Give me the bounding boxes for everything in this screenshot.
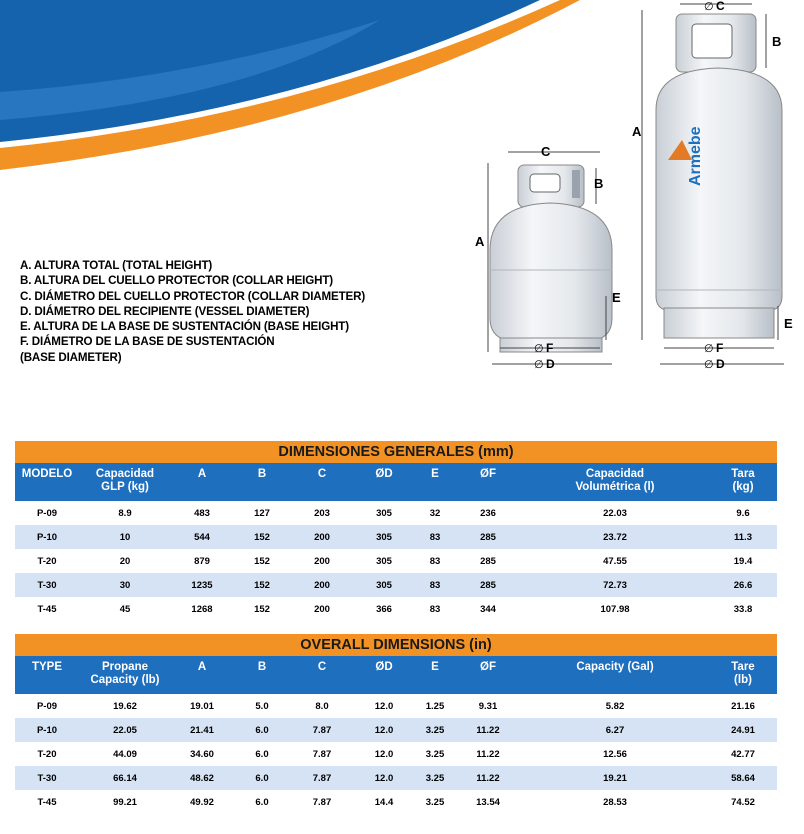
diameter-symbol-f-small: ∅ xyxy=(534,342,544,355)
cell-a: 19.01 xyxy=(190,700,214,712)
cell-b: 152 xyxy=(254,603,270,615)
table-title: DIMENSIONES GENERALES (mm) xyxy=(15,441,777,463)
table-header-row xyxy=(15,656,777,694)
header-e: E xyxy=(431,661,439,673)
dimension-legend xyxy=(20,258,365,365)
cell-tare: 9.6 xyxy=(736,507,750,519)
cell-e: 83 xyxy=(429,555,441,567)
header-model: TYPE xyxy=(31,661,63,673)
label-b-tall: B xyxy=(772,34,782,49)
cell-volume: 23.72 xyxy=(603,531,627,543)
cell-d: 12.0 xyxy=(374,772,394,784)
cell-c: 7.87 xyxy=(312,724,332,736)
header-f: ØF xyxy=(480,661,496,673)
cell-e: 3.25 xyxy=(425,724,445,736)
label-e-small: E xyxy=(612,290,621,305)
cell-tare: 74.52 xyxy=(731,796,755,808)
table-row xyxy=(15,549,777,573)
header-tare: Tara (kg) xyxy=(731,468,755,493)
label-f-small: F xyxy=(546,341,554,355)
cell-model: P-10 xyxy=(36,724,58,736)
cell-f: 344 xyxy=(480,603,496,615)
cell-volume: 6.27 xyxy=(605,724,625,736)
cell-f: 9.31 xyxy=(478,700,498,712)
header-capacity: Propane Capacity (lb) xyxy=(90,661,160,686)
cell-tare: 26.6 xyxy=(733,579,753,591)
cell-a: 1268 xyxy=(191,603,213,615)
cell-a: 483 xyxy=(194,507,210,519)
logo-text: Armebe xyxy=(687,126,704,186)
cell-volume: 5.82 xyxy=(605,700,625,712)
cell-a: 544 xyxy=(194,531,210,543)
cell-d: 12.0 xyxy=(374,724,394,736)
table-row xyxy=(15,597,777,621)
tall-cylinder xyxy=(642,4,784,364)
cell-c: 200 xyxy=(314,531,330,543)
cell-f: 11.22 xyxy=(476,724,500,736)
table-row xyxy=(15,501,777,525)
cell-b: 127 xyxy=(254,507,270,519)
cell-capacity: 19.62 xyxy=(113,700,137,712)
cell-b: 6.0 xyxy=(255,772,269,784)
cell-b: 6.0 xyxy=(255,724,269,736)
cell-tare: 11.3 xyxy=(734,531,752,543)
label-c-small: C xyxy=(541,144,551,159)
cell-e: 3.25 xyxy=(425,796,445,808)
header-a: A xyxy=(197,468,207,480)
cell-a: 49.92 xyxy=(190,796,214,808)
table-row xyxy=(15,525,777,549)
table-row xyxy=(15,742,777,766)
header-d: ØD xyxy=(375,468,393,480)
label-a-small: A xyxy=(475,234,485,249)
header-volume: Capacidad Volumétrica (l) xyxy=(575,468,655,493)
cell-a: 1235 xyxy=(191,579,213,591)
header-d: ØD xyxy=(375,661,393,673)
cell-c: 7.87 xyxy=(312,772,332,784)
cell-c: 7.87 xyxy=(312,748,332,760)
header-tare: Tare (lb) xyxy=(731,661,755,686)
label-b-small: B xyxy=(594,176,604,191)
cell-model: T-20 xyxy=(37,555,57,567)
table-row xyxy=(15,718,777,742)
table-dimensiones-generales xyxy=(15,441,777,621)
header-e: E xyxy=(431,468,439,480)
table-overall-dimensions xyxy=(15,634,777,814)
cell-volume: 12.56 xyxy=(603,748,627,760)
diameter-symbol-d-tall: ∅ xyxy=(704,358,714,371)
label-c-tall: C xyxy=(716,0,725,13)
table-row xyxy=(15,573,777,597)
cell-d: 14.4 xyxy=(374,796,394,808)
cell-a: 21.41 xyxy=(190,724,214,736)
cell-volume: 28.53 xyxy=(603,796,627,808)
cell-e: 83 xyxy=(429,579,441,591)
cell-e: 3.25 xyxy=(425,772,445,784)
legend-item-a: A. ALTURA TOTAL (TOTAL HEIGHT) xyxy=(20,259,213,272)
cell-d: 366 xyxy=(376,603,392,615)
header-model: MODELO xyxy=(21,468,73,480)
cell-capacity: 20 xyxy=(119,555,131,567)
cell-tare: 33.8 xyxy=(733,603,753,615)
label-d-tall: D xyxy=(716,357,725,371)
cell-b: 152 xyxy=(254,579,270,591)
cell-model: T-45 xyxy=(37,796,57,808)
cell-capacity: 30 xyxy=(119,579,131,591)
cell-b: 6.0 xyxy=(255,748,269,760)
cell-d: 305 xyxy=(376,555,392,567)
cell-volume: 19.21 xyxy=(603,772,627,784)
table-row xyxy=(15,694,777,718)
legend-item-d: D. DIÁMETRO DEL RECIPIENTE (VESSEL DIAMETER) xyxy=(20,304,310,318)
cell-model: T-45 xyxy=(37,603,57,615)
cell-b: 152 xyxy=(254,555,270,567)
cell-c: 203 xyxy=(314,507,330,519)
cell-tare: 42.77 xyxy=(731,748,755,760)
cell-capacity: 99.21 xyxy=(113,796,137,808)
header-c: C xyxy=(317,468,327,480)
cell-f: 285 xyxy=(480,555,496,567)
cell-f: 236 xyxy=(480,507,496,519)
cell-f: 285 xyxy=(480,579,496,591)
cell-d: 12.0 xyxy=(374,700,394,712)
table-row xyxy=(15,766,777,790)
diameter-symbol-d-small: ∅ xyxy=(534,358,544,371)
cell-capacity: 10 xyxy=(119,531,131,543)
table-title: OVERALL DIMENSIONS (in) xyxy=(15,634,777,656)
cell-e: 83 xyxy=(429,531,441,543)
cell-b: 5.0 xyxy=(255,700,269,712)
cell-c: 8.0 xyxy=(315,700,329,712)
cell-tare: 24.91 xyxy=(731,724,755,736)
cell-e: 1.25 xyxy=(425,700,445,712)
cell-c: 7.87 xyxy=(312,796,332,808)
cell-volume: 47.55 xyxy=(603,555,627,567)
cell-model: T-30 xyxy=(37,772,57,784)
cell-d: 12.0 xyxy=(374,748,394,760)
header-volume: Capacity (Gal) xyxy=(576,661,654,673)
label-e-tall: E xyxy=(784,316,793,331)
cell-tare: 19.4 xyxy=(733,555,753,567)
cell-model: T-20 xyxy=(37,748,57,760)
legend-item-b: B. ALTURA DEL CUELLO PROTECTOR (COLLAR HEIGHT) xyxy=(20,274,333,288)
cell-d: 305 xyxy=(376,531,392,543)
cell-model: P-09 xyxy=(36,700,58,712)
cell-capacity: 22.05 xyxy=(113,724,137,736)
header-a: A xyxy=(197,661,207,673)
cell-model: P-10 xyxy=(36,531,58,543)
header-capacity: Capacidad GLP (kg) xyxy=(95,468,155,493)
cell-model: P-09 xyxy=(36,507,58,519)
cell-d: 305 xyxy=(376,579,392,591)
cell-volume: 72.73 xyxy=(603,579,627,591)
cell-e: 32 xyxy=(429,507,441,519)
cell-c: 200 xyxy=(314,603,330,615)
label-d-small: D xyxy=(546,357,555,371)
cell-tare: 58.64 xyxy=(731,772,755,784)
cell-model: T-30 xyxy=(37,579,57,591)
cell-capacity: 8.9 xyxy=(118,507,132,519)
legend-item-c: C. DIÁMETRO DEL CUELLO PROTECTOR (COLLAR DIAMETER) xyxy=(20,289,366,303)
legend-item-f: F. DIÁMETRO DE LA BASE DE SUSTENTACIÓN xyxy=(20,335,275,349)
cell-c: 200 xyxy=(314,555,330,567)
cell-a: 48.62 xyxy=(190,772,214,784)
legend-item-e: E. ALTURA DE LA BASE DE SUSTENTACIÓN (BASE HEIGHT) xyxy=(20,320,349,334)
cell-c: 200 xyxy=(314,579,330,591)
header-f: ØF xyxy=(480,468,496,480)
cell-e: 83 xyxy=(429,603,441,615)
header-b: B xyxy=(257,661,267,673)
label-f-tall: F xyxy=(716,341,724,355)
cell-b: 6.0 xyxy=(255,796,269,808)
table-header-row xyxy=(15,463,777,501)
diameter-symbol-c-tall: ∅ xyxy=(704,0,714,13)
cell-capacity: 66.14 xyxy=(113,772,137,784)
cell-d: 305 xyxy=(376,507,392,519)
diameter-symbol-f-tall: ∅ xyxy=(704,342,714,355)
cell-capacity: 45 xyxy=(119,603,131,615)
cell-volume: 22.03 xyxy=(603,507,627,519)
header-b: B xyxy=(257,468,267,480)
cell-e: 3.25 xyxy=(425,748,445,760)
cell-a: 34.60 xyxy=(190,748,214,760)
cell-f: 13.54 xyxy=(476,796,500,808)
label-a-tall: A xyxy=(632,124,642,139)
cell-f: 11.22 xyxy=(476,748,500,760)
cell-f: 285 xyxy=(480,531,496,543)
cell-volume: 107.98 xyxy=(600,603,630,615)
cell-tare: 21.16 xyxy=(731,700,755,712)
header-c: C xyxy=(317,661,327,673)
cell-b: 152 xyxy=(254,531,270,543)
cell-a: 879 xyxy=(194,555,210,567)
table-row xyxy=(15,790,777,814)
cell-capacity: 44.09 xyxy=(113,748,137,760)
cell-f: 11.22 xyxy=(476,772,500,784)
legend-item-f-cont: (BASE DIAMETER) xyxy=(20,350,122,364)
